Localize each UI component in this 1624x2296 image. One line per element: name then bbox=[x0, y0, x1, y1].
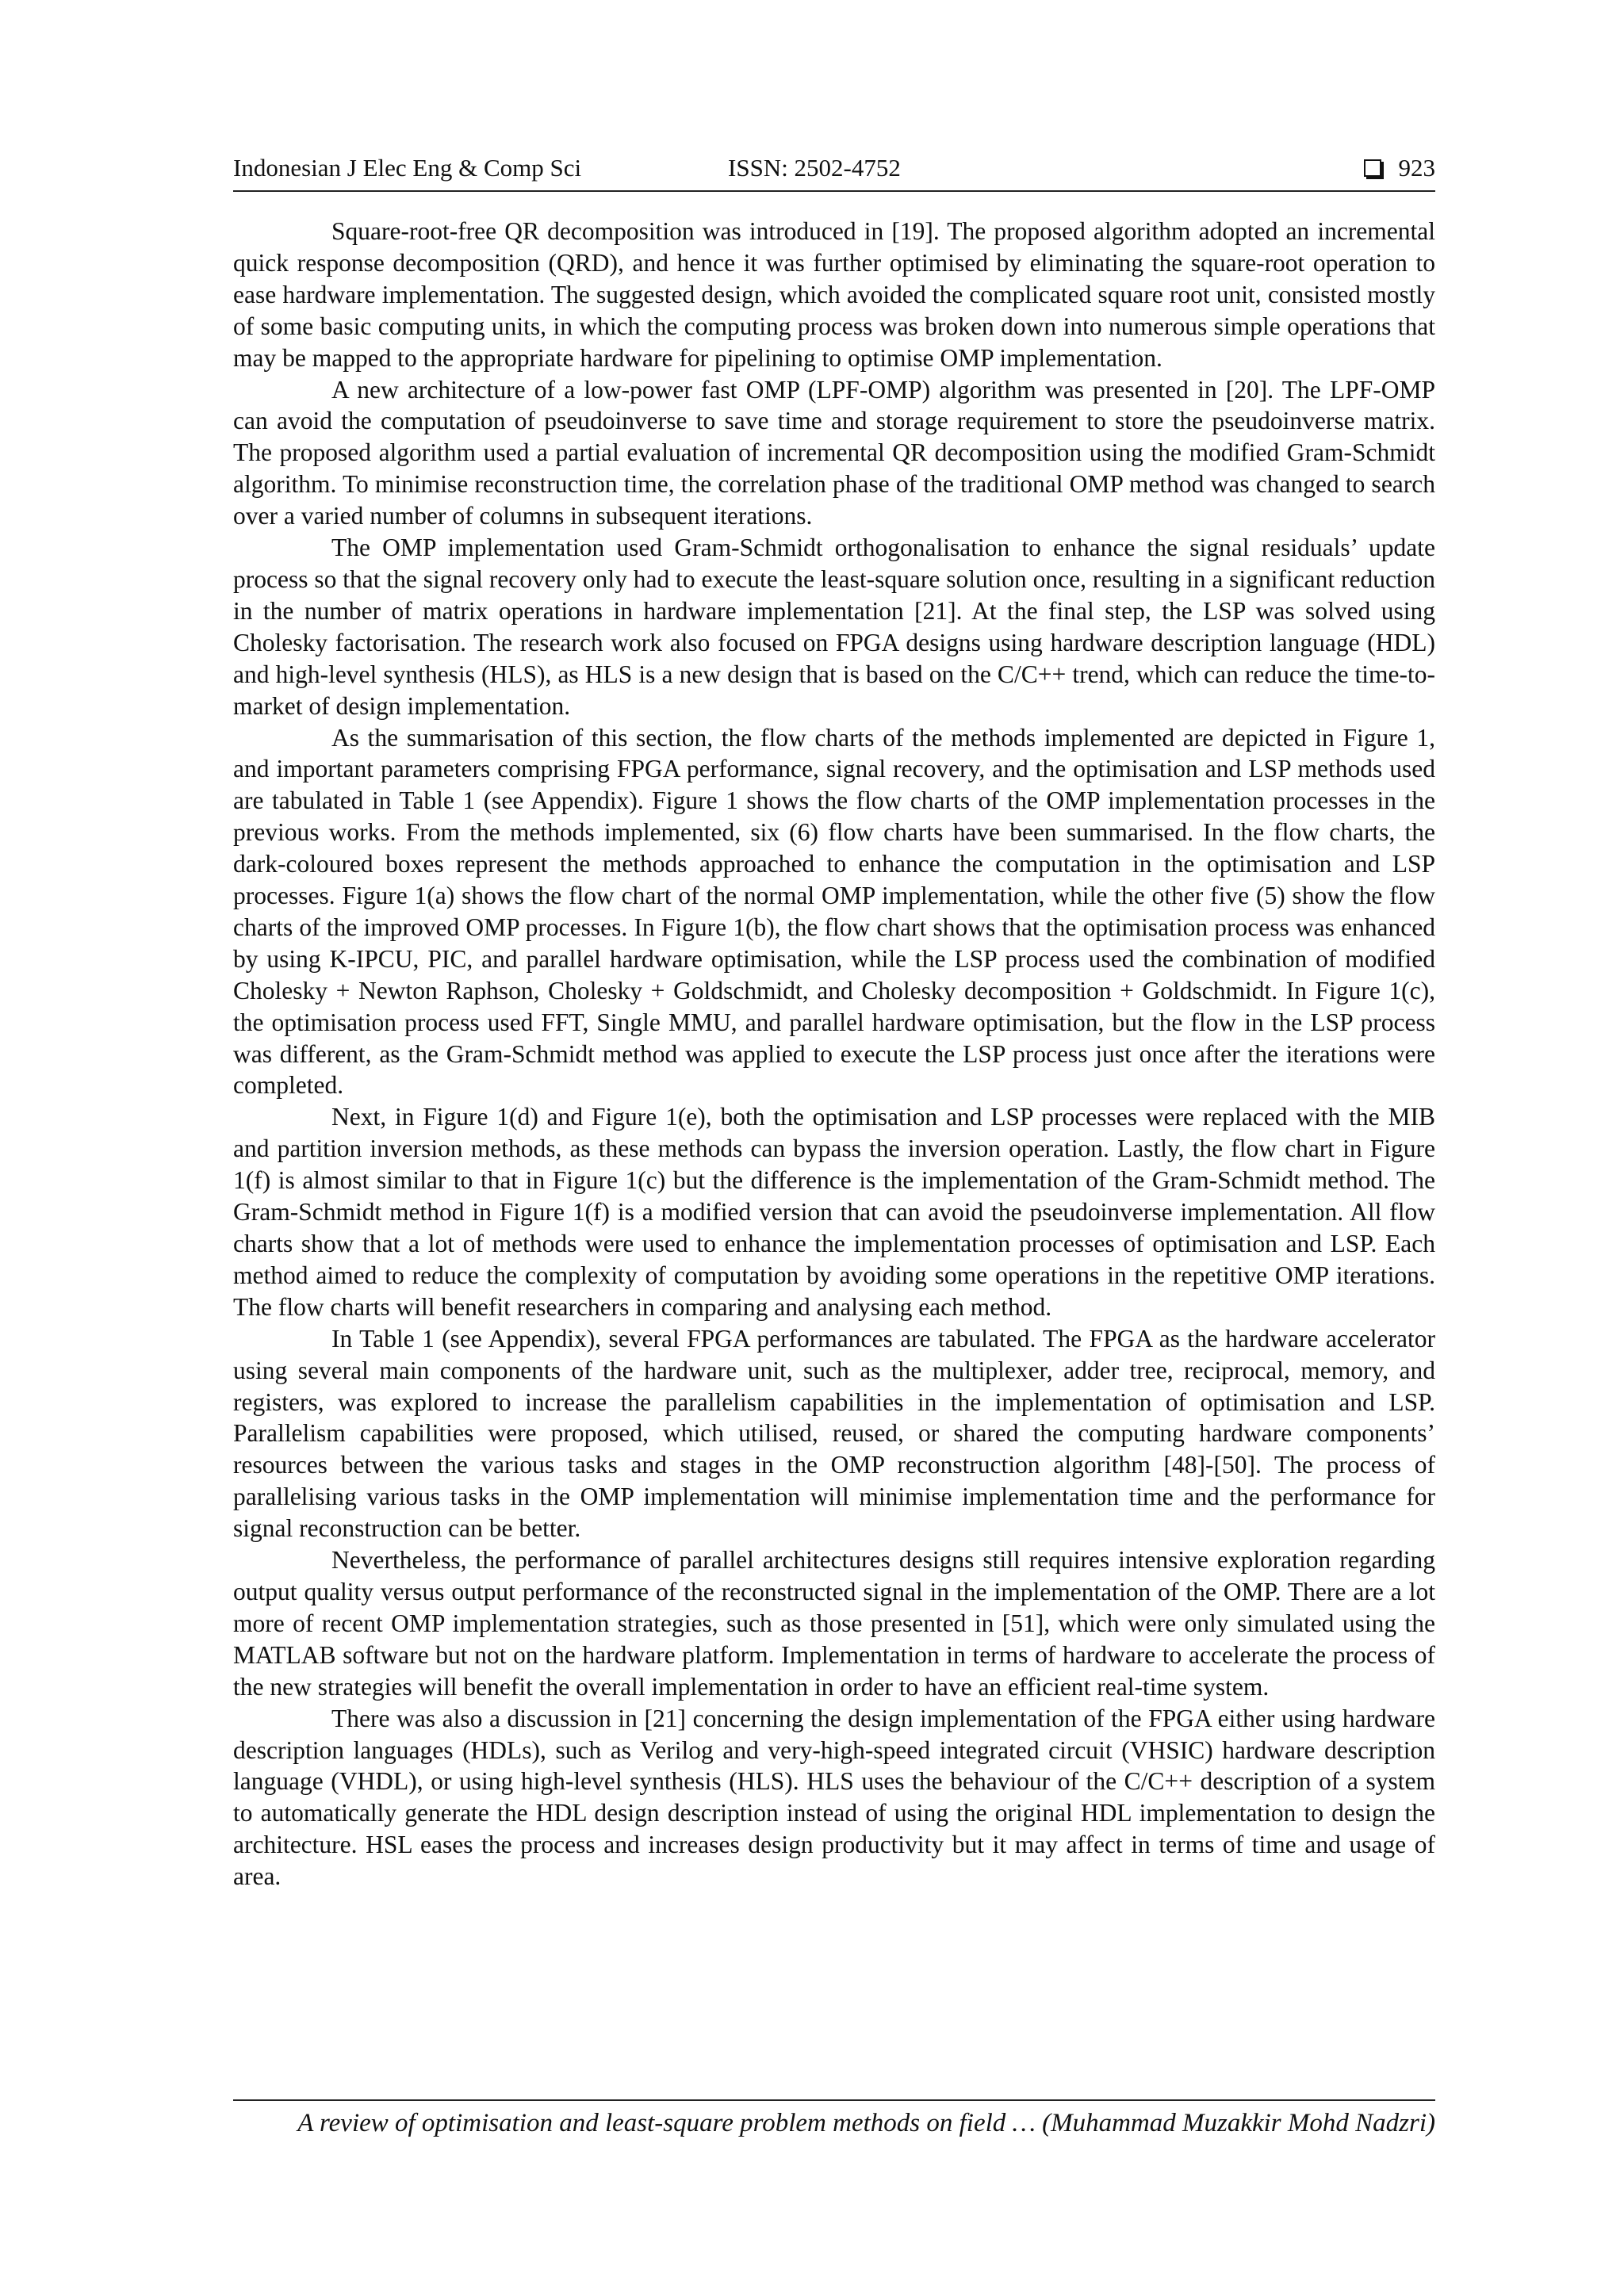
page-number: 923 bbox=[1398, 154, 1435, 182]
article-body bbox=[233, 216, 1435, 1892]
paragraph-6: In Table 1 (see Appendix), several FPGA performances are tabulated. The FPGA as the hardware accelerator using several main components of the hardware unit, such as the multiplexer, adder tree, reciprocal, memory, and registers, was explored to increase the parallelism capabilities in the implementation of optimisation and LSP. Parallelism capabilities were proposed, which utilised, reused, or shared the computing hardware components’ resources between the various tasks and stages in the OMP reconstruction algorithm [48]-[50]. The process of parallelising various tasks in the OMP implementation will minimise implementation time and the performance for signal reconstruction can be better. bbox=[233, 1324, 1435, 1543]
issn-label: ISSN: 2502-4752 bbox=[728, 154, 901, 182]
header-divider bbox=[233, 190, 1435, 192]
paragraph-7: Nevertheless, the performance of parallel architectures designs still requires intensive exploration regarding output quality versus output performance of the reconstructed signal in the implementation of the OMP. There are a lot more of recent OMP implementation strategies, such as those presented in [51], which were only simulated using the MATLAB software but not on the hardware platform. Implementation in terms of hardware to accelerate the process of the new strategies will benefit the overall implementation in order to have an efficient real-time system. bbox=[233, 1546, 1435, 1701]
paragraph-2: A new architecture of a low-power fast OMP (LPF-OMP) algorithm was presented in [20]. The LPF-OMP can avoid the computation of pseudoinverse to save time and storage requirement to store the pseudoinverse matrix. The proposed algorithm used a partial evaluation of incremental QR decomposition using the modified Gram-Schmidt algorithm. To minimise reconstruction time, the correlation phase of the traditional OMP method was changed to search over a varied number of columns in subsequent iterations. bbox=[233, 375, 1435, 530]
paragraph-1: Square-root-free QR decomposition was introduced in [19]. The proposed algorithm adopted an incremental quick response decomposition (QRD), and hence it was further optimised by eliminating the square-root operation to ease hardware implementation. The suggested design, which avoided the complicated square root unit, consisted mostly of some basic computing units, in which the computing process was broken down into numerous simple operations that may be mapped to the appropriate hardware for pipelining to optimise OMP implementation. bbox=[233, 217, 1435, 372]
journal-name: Indonesian J Elec Eng & Comp Sci bbox=[233, 154, 582, 182]
page-header bbox=[233, 154, 1435, 189]
running-footer: A review of optimisation and least-square problem methods on field … (Muhammad Muzakkir Mohd Nadzri) bbox=[297, 2109, 1435, 2137]
paragraph-4: As the summarisation of this section, the flow charts of the methods implemented are depicted in Figure 1, and important parameters comprising FPGA performance, signal recovery, and the optimisation and LSP methods used are tabulated in Table 1 (see Appendix). Figure 1 shows the flow charts of the OMP implementation processes in the previous works. From the methods implemented, six (6) flow charts have been summarised. In the flow charts, the dark-coloured boxes represent the methods approached to enhance the computation in the optimisation and LSP processes. Figure 1(a) shows the flow chart of the normal OMP implementation, while the other five (5) show the flow charts of the improved OMP processes. In Figure 1(b), the flow chart shows that the optimisation process was enhanced by using K-IPCU, PIC, and parallel hardware optimisation, while the LSP process used the combination of modified Cholesky + Newton Raphson, Cholesky + Goldschmidt, and Cholesky decomposition + Goldschmidt. In Figure 1(c), the optimisation process used FFT, Single MMU, and parallel hardware optimisation, but the flow in the LSP process was different, as the Gram-Schmidt method was applied to execute the LSP process just once after the iterations were completed. bbox=[233, 723, 1435, 1100]
footer-divider bbox=[233, 2099, 1435, 2101]
paragraph-5: Next, in Figure 1(d) and Figure 1(e), both the optimisation and LSP processes were replaced with the MIB and partition inversion methods, as these methods can bypass the inversion operation. Lastly, the flow chart in Figure 1(f) is almost similar to that in Figure 1(c) but the difference is the implementation of the Gram-Schmidt method. The Gram-Schmidt method in Figure 1(f) is a modified version that can avoid the pseudoinverse implementation. All flow charts show that a lot of methods were used to enhance the implementation processes of optimisation and LSP. Each method aimed to reduce the complexity of computation by avoiding some operations in the repetitive OMP iterations. The flow charts will benefit researchers in comparing and analysing each method. bbox=[233, 1103, 1435, 1321]
paragraph-8: There was also a discussion in [21] concerning the design implementation of the FPGA either using hardware description languages (HDLs), such as Verilog and very-high-speed integrated circuit (VHSIC) hardware description language (VHDL), or using high-level synthesis (HLS). HLS uses the behaviour of the C/C++ description of a system to automatically generate the HDL design description instead of using the original HDL implementation to design the architecture. HSL eases the process and increases design productivity but it may affect in terms of time and usage of area. bbox=[233, 1704, 1435, 1891]
checkbox-square-icon bbox=[1364, 159, 1381, 177]
paragraph-3: The OMP implementation used Gram-Schmidt orthogonalisation to enhance the signal residuals’ update process so that the signal recovery only had to execute the least-square solution once, resulting in a significant reduction in the number of matrix operations in hardware implementation [21]. At the final step, the LSP was solved using Cholesky factorisation. The research work also focused on FPGA designs using hardware description language (HDL) and high-level synthesis (HLS), as HLS is a new design that is based on the C/C++ trend, which can reduce the time-to-market of design implementation. bbox=[233, 534, 1435, 720]
